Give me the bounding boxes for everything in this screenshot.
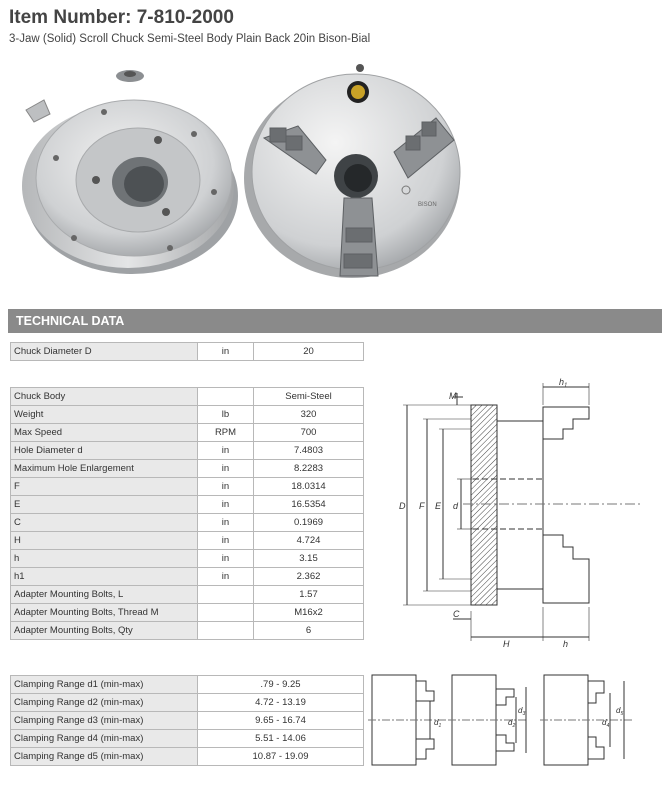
spec-unit: in — [198, 460, 254, 478]
spec-value: 4.724 — [254, 532, 364, 550]
table-row — [11, 496, 364, 514]
spec-value: 16.5354 — [254, 496, 364, 514]
table-row — [11, 388, 364, 406]
spec-value: 20 — [254, 343, 364, 361]
table-row — [11, 406, 364, 424]
spec-unit: in — [198, 568, 254, 586]
dim-d1-label: $d_1$ — [434, 718, 442, 729]
table-row — [11, 676, 364, 694]
spec-value: 7.4803 — [254, 442, 364, 460]
table-row — [11, 622, 364, 640]
spec-value: 0.1969 — [254, 514, 364, 532]
dim-h1-label: $h_1$ — [559, 377, 568, 389]
clamping-range-table — [10, 675, 364, 766]
chuck-back-photo — [8, 62, 240, 274]
dim-E-label: E — [435, 501, 442, 511]
spec-unit: in — [198, 478, 254, 496]
table-row — [11, 442, 364, 460]
table-row — [11, 568, 364, 586]
spec-label: Adapter Mounting Bolts, Thread M — [11, 604, 198, 622]
table-row — [11, 712, 364, 730]
spec-label: C — [11, 514, 198, 532]
spec-unit: in — [198, 514, 254, 532]
spec-value: 6 — [254, 622, 364, 640]
dim-F-label: F — [419, 501, 425, 511]
spec-value: 320 — [254, 406, 364, 424]
spec-label: Weight — [11, 406, 198, 424]
table-row — [11, 478, 364, 496]
dim-d-label: d — [453, 501, 459, 511]
product-description: 3-Jaw (Solid) Scroll Chuck Semi-Steel Body Plain Back 20in Bison-Bial — [9, 33, 371, 45]
clamp-label: Clamping Range d4 (min-max) — [11, 730, 198, 748]
spec-value: Semi-Steel — [254, 388, 364, 406]
brand-label: BISON — [418, 202, 437, 208]
table-row — [11, 532, 364, 550]
spec-unit: in — [198, 343, 254, 361]
table-row — [11, 748, 364, 766]
spec-unit: lb — [198, 406, 254, 424]
dim-d2-label: $d_2$ — [508, 718, 516, 729]
spec-label: Adapter Mounting Bolts, Qty — [11, 622, 198, 640]
clamp-label: Clamping Range d2 (min-max) — [11, 694, 198, 712]
clamp-value: .79 - 9.25 — [198, 676, 364, 694]
clamp-label: Clamping Range d1 (min-max) — [11, 676, 198, 694]
spec-value: 8.2283 — [254, 460, 364, 478]
spec-unit: RPM — [198, 424, 254, 442]
clamp-label: Clamping Range d3 (min-max) — [11, 712, 198, 730]
spec-unit — [198, 622, 254, 640]
spec-label: E — [11, 496, 198, 514]
table-row — [11, 514, 364, 532]
spec-label: h1 — [11, 568, 198, 586]
spec-label: H — [11, 532, 198, 550]
table-row — [11, 586, 364, 604]
spec-label: Maximum Hole Enlargement — [11, 460, 198, 478]
spec-label: Max Speed — [11, 424, 198, 442]
spec-unit — [198, 586, 254, 604]
page-title: Item Number: 7-810-2000 — [9, 7, 234, 28]
section-title: TECHNICAL DATA — [16, 314, 125, 328]
spec-unit: in — [198, 442, 254, 460]
table-row — [11, 550, 364, 568]
spec-value: 3.15 — [254, 550, 364, 568]
spec-label: F — [11, 478, 198, 496]
spec-label: Hole Diameter d — [11, 442, 198, 460]
dim-C-label: C — [453, 609, 460, 619]
clamp-value: 4.72 - 13.19 — [198, 694, 364, 712]
spec-unit — [198, 604, 254, 622]
dim-H-label: H — [503, 639, 510, 649]
dim-M-label: M — [449, 391, 457, 401]
table-row — [11, 424, 364, 442]
dim-d3-label: $d_3$ — [518, 706, 526, 717]
clamp-value: 10.87 - 19.09 — [198, 748, 364, 766]
clamp-value: 5.51 - 14.06 — [198, 730, 364, 748]
clamp-value: 9.65 - 16.74 — [198, 712, 364, 730]
section-header — [8, 309, 662, 333]
chuck-dimension-drawing — [393, 375, 643, 650]
clamping-range-drawing — [368, 667, 634, 775]
table-row — [11, 730, 364, 748]
spec-unit — [198, 388, 254, 406]
spec-unit: in — [198, 550, 254, 568]
spec-value: 700 — [254, 424, 364, 442]
spec-label: Adapter Mounting Bolts, L — [11, 586, 198, 604]
spec-value: 18.0314 — [254, 478, 364, 496]
spec-value: M16x2 — [254, 604, 364, 622]
spec-unit: in — [198, 496, 254, 514]
clamp-label: Clamping Range d5 (min-max) — [11, 748, 198, 766]
dim-D-label: D — [399, 501, 406, 511]
dim-d5-label: $d_5$ — [616, 706, 624, 717]
spec-label: Chuck Body — [11, 388, 198, 406]
table-row — [11, 343, 364, 361]
dim-d4-label: $d_4$ — [602, 718, 610, 729]
chuck-diameter-table — [10, 342, 364, 361]
spec-unit: in — [198, 532, 254, 550]
table-row — [11, 604, 364, 622]
chuck-front-photo — [240, 56, 472, 282]
spec-value: 2.362 — [254, 568, 364, 586]
table-row — [11, 694, 364, 712]
spec-label: h — [11, 550, 198, 568]
table-row — [11, 460, 364, 478]
spec-value: 1.57 — [254, 586, 364, 604]
specs-table — [10, 387, 364, 640]
dim-h-label: h — [563, 639, 569, 649]
spec-label: Chuck Diameter D — [11, 343, 198, 361]
